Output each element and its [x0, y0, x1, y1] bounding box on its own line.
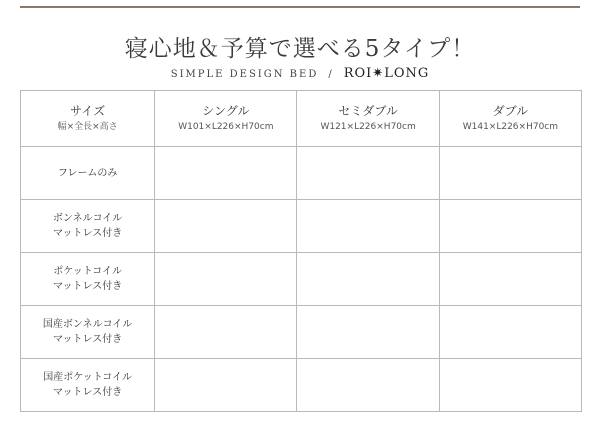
corner-label: サイズ	[70, 104, 106, 118]
table-cell	[439, 147, 581, 200]
table-cell	[439, 359, 581, 412]
subtitle	[0, 66, 600, 81]
row-label: ポケットコイル	[53, 266, 123, 277]
column-dims: W141×L226×H70cm	[462, 122, 559, 132]
table-cell	[155, 200, 297, 253]
column-header-single	[155, 91, 297, 147]
row-label-sub: マットレス付き	[52, 228, 123, 239]
row-label-sub: マットレス付き	[52, 281, 123, 292]
table-cell	[155, 306, 297, 359]
table-row	[21, 147, 582, 200]
table-cell	[155, 359, 297, 412]
row-label: 国産ボンネルコイル	[42, 319, 133, 330]
table-cell	[297, 147, 439, 200]
table-cell	[439, 200, 581, 253]
row-label-cell	[21, 253, 155, 306]
row-label-sub: マットレス付き	[52, 334, 123, 345]
row-label-cell	[21, 359, 155, 412]
table-cell	[439, 253, 581, 306]
column-name: ダブル	[492, 104, 529, 118]
table-cell	[439, 306, 581, 359]
subtitle-separator: /	[328, 69, 334, 80]
row-label: フレームのみ	[57, 167, 118, 179]
column-header-semi-double	[297, 91, 439, 147]
column-header-double	[439, 91, 581, 147]
row-label-sub: マットレス付き	[52, 387, 123, 398]
row-label-cell	[21, 147, 155, 200]
row-label-cell	[21, 200, 155, 253]
row-label: 国産ポケットコイル	[43, 372, 133, 383]
table-cell	[297, 253, 439, 306]
corner-sublabel: 幅×全長×高さ	[57, 122, 118, 132]
table-cell	[297, 359, 439, 412]
subtitle-text: SIMPLE DESIGN BED	[170, 69, 319, 80]
table-cell	[297, 306, 439, 359]
row-label: ボンネルコイル	[52, 213, 123, 224]
column-name: シングル	[202, 104, 250, 118]
table-row	[21, 359, 582, 412]
column-dims: W121×L226×H70cm	[320, 122, 416, 132]
table-row	[21, 253, 582, 306]
size-type-table	[20, 90, 582, 412]
table-cell	[155, 147, 297, 200]
brand-logo-text: ROI✷LONG	[343, 66, 430, 81]
page-title: 寝心地＆予算で選べる5タイプ！	[124, 36, 476, 62]
table-cell	[297, 200, 439, 253]
table-header-row	[21, 91, 582, 147]
corner-cell	[21, 91, 155, 147]
column-name: セミダブル	[338, 104, 398, 118]
table-row	[21, 200, 582, 253]
top-rule	[20, 6, 580, 8]
row-label-cell	[21, 306, 155, 359]
column-dims: W101×L226×H70cm	[178, 122, 274, 132]
table-row	[21, 306, 582, 359]
table-cell	[155, 253, 297, 306]
